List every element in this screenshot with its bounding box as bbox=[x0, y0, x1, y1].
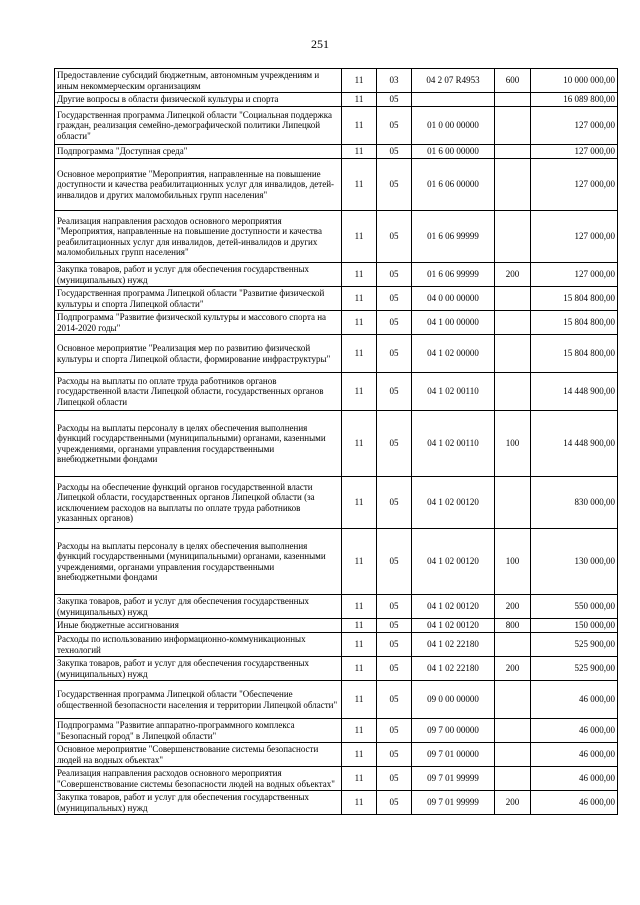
row-article-cell: 04 1 02 00110 bbox=[412, 373, 495, 411]
row-amount-cell: 10 000 000,00 bbox=[531, 69, 618, 93]
row-subsection-cell: 05 bbox=[377, 93, 412, 107]
row-amount-cell: 830 000,00 bbox=[531, 477, 618, 529]
row-section-cell: 11 bbox=[342, 657, 377, 681]
row-expense-type-cell bbox=[495, 93, 531, 107]
row-subsection-cell: 05 bbox=[377, 633, 412, 657]
row-amount-cell: 130 000,00 bbox=[531, 529, 618, 595]
row-amount-cell: 127 000,00 bbox=[531, 107, 618, 145]
row-name-cell: Подпрограмма "Развитие физической культуры и массового спорта на 2014-2020 годы" bbox=[55, 311, 342, 335]
row-name-cell: Государственная программа Липецкой области "Развитие физической культуры и спорта Липецкой области" bbox=[55, 287, 342, 311]
row-subsection-cell: 05 bbox=[377, 287, 412, 311]
row-name-cell: Подпрограмма "Развитие аппаратно-программного комплекса "Безопасный город" в Липецкой области" bbox=[55, 719, 342, 743]
row-article-cell: 04 0 00 00000 bbox=[412, 287, 495, 311]
row-article-cell: 01 6 00 00000 bbox=[412, 145, 495, 159]
row-article-cell bbox=[412, 93, 495, 107]
table-row bbox=[55, 657, 618, 681]
row-subsection-cell: 05 bbox=[377, 595, 412, 619]
row-name-cell: Расходы на обеспечение функций органов государственной власти Липецкой области, государственных органов Липецкой области (за исключением расходов на выплаты по оплате труда работников указанных органов) bbox=[55, 477, 342, 529]
row-subsection-cell: 05 bbox=[377, 411, 412, 477]
row-amount-cell: 46 000,00 bbox=[531, 767, 618, 791]
row-article-cell: 01 6 06 99999 bbox=[412, 211, 495, 263]
row-section-cell: 11 bbox=[342, 335, 377, 373]
table-row bbox=[55, 263, 618, 287]
row-subsection-cell: 05 bbox=[377, 657, 412, 681]
row-article-cell: 04 1 02 00000 bbox=[412, 335, 495, 373]
row-amount-cell: 15 804 800,00 bbox=[531, 287, 618, 311]
row-name-cell: Закупка товаров, работ и услуг для обеспечения государственных (муниципальных) нужд bbox=[55, 657, 342, 681]
row-name-cell: Основное мероприятие "Мероприятия, направленные на повышение доступности и качества реабилитационных услуг для инвалидов, детей-инвалидов и других маломобильных групп населения" bbox=[55, 159, 342, 211]
row-article-cell: 04 1 02 22180 bbox=[412, 633, 495, 657]
row-article-cell: 04 1 00 00000 bbox=[412, 311, 495, 335]
row-name-cell: Закупка товаров, работ и услуг для обеспечения государственных (муниципальных) нужд bbox=[55, 595, 342, 619]
row-article-cell: 04 1 02 00120 bbox=[412, 529, 495, 595]
row-amount-cell: 16 089 800,00 bbox=[531, 93, 618, 107]
row-section-cell: 11 bbox=[342, 791, 377, 815]
row-amount-cell: 46 000,00 bbox=[531, 791, 618, 815]
row-expense-type-cell bbox=[495, 311, 531, 335]
row-section-cell: 11 bbox=[342, 767, 377, 791]
row-amount-cell: 127 000,00 bbox=[531, 159, 618, 211]
row-name-cell: Реализация направления расходов основного мероприятия "Совершенствование системы безопасности людей на водных объектах" bbox=[55, 767, 342, 791]
row-name-cell: Другие вопросы в области физической культуры и спорта bbox=[55, 93, 342, 107]
row-article-cell: 01 0 00 00000 bbox=[412, 107, 495, 145]
row-name-cell: Расходы на выплаты персоналу в целях обеспечения выполнения функций государственными (муниципальными) органами, казенными учреждениями, органами управления государственными внебюджетными фондами bbox=[55, 529, 342, 595]
table-row bbox=[55, 595, 618, 619]
table-row bbox=[55, 159, 618, 211]
row-article-cell: 04 1 02 00120 bbox=[412, 477, 495, 529]
table-row bbox=[55, 767, 618, 791]
row-subsection-cell: 05 bbox=[377, 743, 412, 767]
row-expense-type-cell: 200 bbox=[495, 263, 531, 287]
row-amount-cell: 46 000,00 bbox=[531, 719, 618, 743]
page-number: 251 bbox=[311, 37, 329, 51]
table-row bbox=[55, 93, 618, 107]
row-article-cell: 09 0 00 00000 bbox=[412, 681, 495, 719]
table-row bbox=[55, 373, 618, 411]
row-article-cell: 01 6 06 99999 bbox=[412, 263, 495, 287]
row-amount-cell: 150 000,00 bbox=[531, 619, 618, 633]
row-section-cell: 11 bbox=[342, 719, 377, 743]
table-row bbox=[55, 287, 618, 311]
table-row bbox=[55, 681, 618, 719]
row-name-cell: Закупка товаров, работ и услуг для обеспечения государственных (муниципальных) нужд bbox=[55, 263, 342, 287]
row-expense-type-cell bbox=[495, 145, 531, 159]
row-section-cell: 11 bbox=[342, 373, 377, 411]
row-name-cell: Иные бюджетные ассигнования bbox=[55, 619, 342, 633]
row-subsection-cell: 05 bbox=[377, 311, 412, 335]
row-expense-type-cell bbox=[495, 719, 531, 743]
row-article-cell: 04 2 07 R4953 bbox=[412, 69, 495, 93]
row-expense-type-cell bbox=[495, 211, 531, 263]
row-subsection-cell: 05 bbox=[377, 373, 412, 411]
row-expense-type-cell bbox=[495, 743, 531, 767]
row-name-cell: Государственная программа Липецкой области "Обеспечение общественной безопасности населения и территории Липецкой области" bbox=[55, 681, 342, 719]
row-section-cell: 11 bbox=[342, 477, 377, 529]
table-row bbox=[55, 145, 618, 159]
row-subsection-cell: 05 bbox=[377, 107, 412, 145]
row-section-cell: 11 bbox=[342, 743, 377, 767]
table-row bbox=[55, 69, 618, 93]
row-amount-cell: 525 900,00 bbox=[531, 633, 618, 657]
row-subsection-cell: 05 bbox=[377, 145, 412, 159]
row-subsection-cell: 05 bbox=[377, 335, 412, 373]
row-article-cell: 04 1 02 00120 bbox=[412, 619, 495, 633]
row-subsection-cell: 05 bbox=[377, 263, 412, 287]
table-row bbox=[55, 311, 618, 335]
row-expense-type-cell bbox=[495, 287, 531, 311]
row-amount-cell: 127 000,00 bbox=[531, 263, 618, 287]
row-article-cell: 09 7 01 00000 bbox=[412, 743, 495, 767]
row-amount-cell: 15 804 800,00 bbox=[531, 335, 618, 373]
row-section-cell: 11 bbox=[342, 595, 377, 619]
row-subsection-cell: 05 bbox=[377, 681, 412, 719]
table-row bbox=[55, 211, 618, 263]
row-subsection-cell: 03 bbox=[377, 69, 412, 93]
row-expense-type-cell bbox=[495, 335, 531, 373]
row-article-cell: 04 1 02 00120 bbox=[412, 595, 495, 619]
row-expense-type-cell: 800 bbox=[495, 619, 531, 633]
row-amount-cell: 127 000,00 bbox=[531, 145, 618, 159]
row-expense-type-cell bbox=[495, 477, 531, 529]
row-article-cell: 09 7 00 00000 bbox=[412, 719, 495, 743]
row-expense-type-cell: 200 bbox=[495, 595, 531, 619]
row-section-cell: 11 bbox=[342, 93, 377, 107]
row-amount-cell: 15 804 800,00 bbox=[531, 311, 618, 335]
row-section-cell: 11 bbox=[342, 311, 377, 335]
row-subsection-cell: 05 bbox=[377, 477, 412, 529]
row-name-cell: Расходы на выплаты персоналу в целях обеспечения выполнения функций государственными (муниципальными) органами, казенными учреждениями, органами управления государственными внебюджетными фондами bbox=[55, 411, 342, 477]
row-subsection-cell: 05 bbox=[377, 211, 412, 263]
row-subsection-cell: 05 bbox=[377, 529, 412, 595]
row-expense-type-cell: 100 bbox=[495, 411, 531, 477]
table-row bbox=[55, 411, 618, 477]
row-expense-type-cell bbox=[495, 681, 531, 719]
budget-table bbox=[54, 68, 618, 815]
row-section-cell: 11 bbox=[342, 633, 377, 657]
row-name-cell: Предоставление субсидий бюджетным, автономным учреждениям и иным некоммерческим организациям bbox=[55, 69, 342, 93]
row-subsection-cell: 05 bbox=[377, 159, 412, 211]
row-expense-type-cell bbox=[495, 107, 531, 145]
row-section-cell: 11 bbox=[342, 69, 377, 93]
row-expense-type-cell: 100 bbox=[495, 529, 531, 595]
table-row bbox=[55, 107, 618, 145]
row-article-cell: 04 1 02 22180 bbox=[412, 657, 495, 681]
table-row bbox=[55, 619, 618, 633]
row-name-cell: Закупка товаров, работ и услуг для обеспечения государственных (муниципальных) нужд bbox=[55, 791, 342, 815]
row-section-cell: 11 bbox=[342, 287, 377, 311]
row-amount-cell: 46 000,00 bbox=[531, 681, 618, 719]
row-expense-type-cell bbox=[495, 633, 531, 657]
row-name-cell: Подпрограмма "Доступная среда" bbox=[55, 145, 342, 159]
row-section-cell: 11 bbox=[342, 619, 377, 633]
table-row bbox=[55, 743, 618, 767]
row-section-cell: 11 bbox=[342, 145, 377, 159]
table-row bbox=[55, 529, 618, 595]
row-expense-type-cell: 200 bbox=[495, 657, 531, 681]
budget-table-body bbox=[55, 69, 618, 815]
table-row bbox=[55, 633, 618, 657]
row-name-cell: Расходы по использованию информационно-коммуникационных технологий bbox=[55, 633, 342, 657]
row-subsection-cell: 05 bbox=[377, 619, 412, 633]
row-amount-cell: 14 448 900,00 bbox=[531, 373, 618, 411]
row-name-cell: Основное мероприятие "Совершенствование системы безопасности людей на водных объектах" bbox=[55, 743, 342, 767]
row-section-cell: 11 bbox=[342, 211, 377, 263]
row-section-cell: 11 bbox=[342, 159, 377, 211]
row-subsection-cell: 05 bbox=[377, 719, 412, 743]
row-subsection-cell: 05 bbox=[377, 791, 412, 815]
table-row bbox=[55, 791, 618, 815]
table-row bbox=[55, 719, 618, 743]
row-section-cell: 11 bbox=[342, 263, 377, 287]
row-section-cell: 11 bbox=[342, 529, 377, 595]
row-name-cell: Расходы на выплаты по оплате труда работников органов государственной власти Липецкой области, государственных органов Липецкой области bbox=[55, 373, 342, 411]
row-expense-type-cell bbox=[495, 159, 531, 211]
row-name-cell: Основное мероприятие "Реализация мер по развитию физической культуры и спорта Липецкой области, формирование инфраструктуры" bbox=[55, 335, 342, 373]
row-name-cell: Государственная программа Липецкой области "Социальная поддержка граждан, реализация семейно-демографической политики Липецкой области" bbox=[55, 107, 342, 145]
row-expense-type-cell bbox=[495, 373, 531, 411]
row-amount-cell: 14 448 900,00 bbox=[531, 411, 618, 477]
row-section-cell: 11 bbox=[342, 107, 377, 145]
table-row bbox=[55, 335, 618, 373]
row-article-cell: 09 7 01 99999 bbox=[412, 767, 495, 791]
row-article-cell: 09 7 01 99999 bbox=[412, 791, 495, 815]
row-article-cell: 01 6 06 00000 bbox=[412, 159, 495, 211]
row-subsection-cell: 05 bbox=[377, 767, 412, 791]
row-amount-cell: 550 000,00 bbox=[531, 595, 618, 619]
row-amount-cell: 46 000,00 bbox=[531, 743, 618, 767]
row-section-cell: 11 bbox=[342, 411, 377, 477]
row-article-cell: 04 1 02 00110 bbox=[412, 411, 495, 477]
row-name-cell: Реализация направления расходов основного мероприятия "Мероприятия, направленные на повышение доступности и качества реабилитационных услуг для инвалидов, детей-инвалидов и других маломобильных групп населения" bbox=[55, 211, 342, 263]
row-section-cell: 11 bbox=[342, 681, 377, 719]
row-amount-cell: 525 900,00 bbox=[531, 657, 618, 681]
row-expense-type-cell: 600 bbox=[495, 69, 531, 93]
row-amount-cell: 127 000,00 bbox=[531, 211, 618, 263]
row-expense-type-cell bbox=[495, 767, 531, 791]
table-row bbox=[55, 477, 618, 529]
row-expense-type-cell: 200 bbox=[495, 791, 531, 815]
